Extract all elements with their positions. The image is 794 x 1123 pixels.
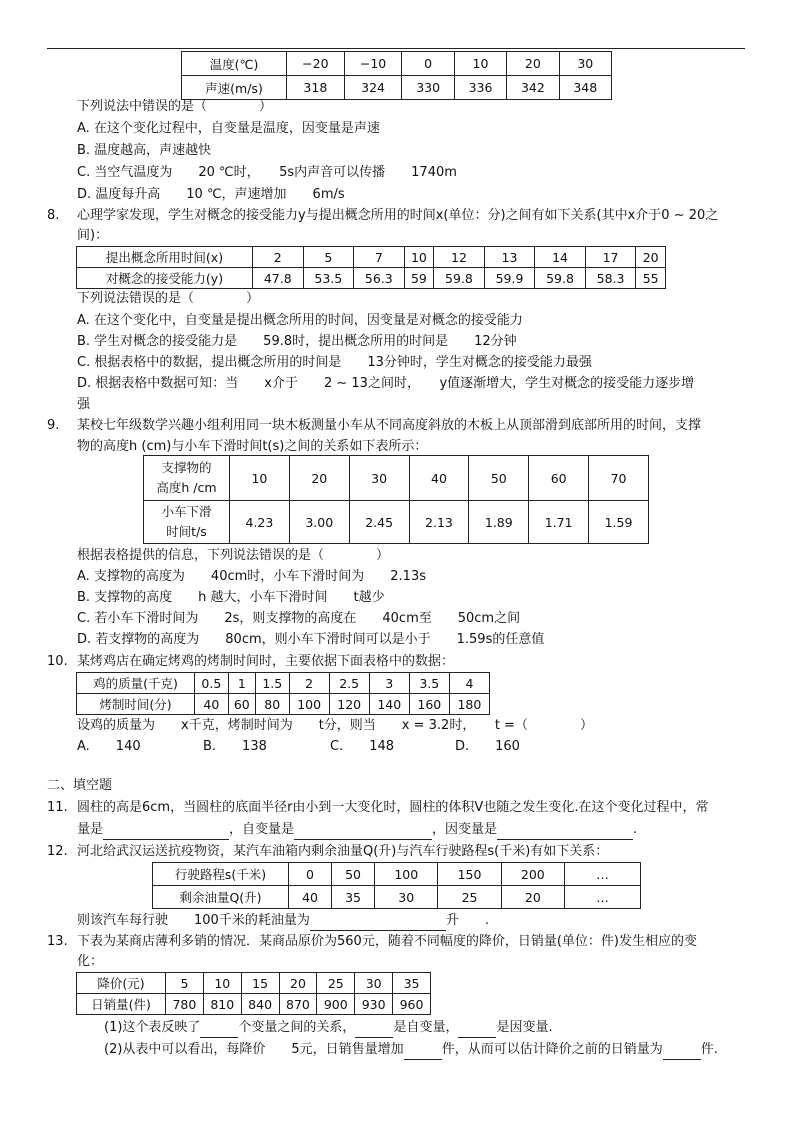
table-cell: 2 (253, 247, 304, 268)
text-segment: 量是 (77, 822, 104, 837)
table-cell: 59.9 (484, 268, 535, 289)
cell-line: 支撑物的 (161, 460, 212, 475)
table-cell: 行驶路程s(千米) (153, 863, 289, 886)
table-cell: 0.5 (195, 673, 229, 694)
question-text: 下表为某商店薄利多销的情况．某商品原价为560元，随着不同幅度的降价，日销量(单位：件)发生相应的变 (77, 934, 697, 949)
table-cell: 5 (303, 247, 354, 268)
table-cell: 对概念的接受能力(y) (77, 268, 253, 289)
table-cell: 100 (289, 694, 329, 715)
table-cell: 40 (409, 456, 469, 501)
table-cell: 47.8 (253, 268, 304, 289)
table-cell: 59.8 (434, 268, 485, 289)
table-cell: 960 (393, 994, 431, 1015)
table-cell: 鸡的质量(千克) (77, 673, 195, 694)
option-a: A. 在这个变化过程中，自变量是温度，因变量是声速 (77, 121, 380, 136)
answer-blank[interactable] (497, 825, 633, 840)
answer-blank[interactable] (103, 825, 229, 840)
table-cell: 12 (434, 247, 485, 268)
cell-line: 时间t/s (166, 524, 207, 539)
chicken-roast-table (76, 672, 490, 715)
table-cell: 120 (329, 694, 369, 715)
table-cell: 10 (203, 973, 241, 994)
option-a: A. 支撑物的高度为 40cm时，小车下滑时间为 2.13s (77, 569, 427, 584)
table-cell: 30 (349, 456, 409, 501)
option-b: B. 138 (203, 739, 267, 754)
table-cell: 1.5 (255, 673, 289, 694)
option-d: D. 若支撑物的高度为 80cm，则小车下滑时间可以是小于 1.59s的任意值 (77, 632, 545, 647)
table-cell: 2 (289, 673, 329, 694)
table-cell: 2.13 (409, 501, 469, 544)
table-cell: 温度(℃) (182, 52, 287, 76)
question-text: 化： (77, 954, 104, 969)
fill-line (77, 911, 489, 931)
fill-line (104, 1018, 553, 1038)
table-cell: 1.71 (529, 501, 589, 544)
table-cell: 56.3 (354, 268, 405, 289)
answer-blank[interactable] (310, 916, 446, 931)
table-cell: 13 (484, 247, 535, 268)
table-cell: 200 (501, 863, 564, 886)
table-cell: 4 (449, 673, 489, 694)
cell-line: 高度h /cm (156, 480, 217, 495)
question-number: 8. (47, 208, 60, 223)
table-cell: 60 (228, 694, 255, 715)
price-sales-table (76, 972, 431, 1015)
table-cell: 930 (355, 994, 393, 1015)
table-cell: 15 (241, 973, 279, 994)
table-cell: −10 (344, 52, 402, 76)
table-cell: 59 (404, 268, 434, 289)
question-text: 某校七年级数学兴趣小组利用同一块木板测量小车从不同高度斜放的木板上从顶部滑到底部所用的时间，支撑 (77, 418, 702, 433)
header-rule (47, 48, 745, 49)
question-stem: 设鸡的质量为 x千克，烤制时间为 t分，则当 x = 3.2时， t =（ ） (77, 718, 593, 733)
table-cell: −20 (287, 52, 345, 76)
option-a: A. 在这个变化中，自变量是提出概念所用的时间，因变量是对概念的接受能力 (77, 313, 523, 328)
table-cell: 剩余油量Q(升) (153, 886, 289, 909)
text-segment: ，因变量是 (432, 822, 498, 837)
option-c: C. 当空气温度为 20 ℃时， 5s内声音可以传播 1740m (77, 165, 457, 180)
question-number: 12. (47, 844, 68, 859)
question-text: 圆柱的高是6cm，当圆柱的底面半径r由小到一大变化时，圆柱的体积V也随之发生变化.在这个变化过程中，常 (77, 800, 709, 815)
table-cell: … (565, 863, 641, 886)
text-segment: 是因变量. (496, 1020, 553, 1035)
answer-blank[interactable] (294, 825, 432, 840)
table-cell: 100 (375, 863, 438, 886)
table-cell: … (565, 886, 641, 909)
table-cell: 55 (636, 268, 666, 289)
table-cell: 180 (449, 694, 489, 715)
table-cell: 10 (404, 247, 434, 268)
option-c: C. 根据表格中的数据，提出概念所用的时间是 13分钟时，学生对概念的接受能力最强 (77, 355, 592, 370)
fuel-distance-table (152, 862, 641, 909)
answer-blank[interactable] (200, 1023, 238, 1038)
table-cell: 30 (355, 973, 393, 994)
text-segment: 升 . (445, 913, 489, 928)
table-cell: 318 (287, 76, 345, 100)
height-time-table (143, 455, 649, 544)
table-cell: 5 (166, 973, 204, 994)
table-cell: 3.5 (409, 673, 449, 694)
fill-line (104, 1040, 718, 1060)
table-cell: 0 (289, 863, 332, 886)
question-stem: 根据表格提供的信息，下列说法错误的是（ ） (77, 548, 390, 563)
text-segment: (1)这个表反映了 (104, 1020, 201, 1035)
section-title: 二、填空题 (47, 778, 113, 793)
table-cell: 30 (375, 886, 438, 909)
option-d: D. 根据表格中数据可知：当 x介于 2 ∼ 13之间时， y值逐渐增大，学生对概念的接受能力逐步增 (77, 376, 695, 391)
table-cell: 140 (369, 694, 409, 715)
concept-time-table (76, 246, 666, 289)
table-cell: 17 (585, 247, 636, 268)
table-cell: 58.3 (585, 268, 636, 289)
table-header-cell (144, 501, 230, 544)
fill-line (77, 820, 637, 840)
table-cell: 1.89 (469, 501, 529, 544)
cell-line: 小车下滑 (161, 504, 212, 519)
table-cell: 7 (354, 247, 405, 268)
table-cell: 日销量(件) (77, 994, 166, 1015)
table-cell: 20 (636, 247, 666, 268)
table-header-cell (144, 456, 230, 501)
table-cell: 1 (228, 673, 255, 694)
text-segment: 件. (700, 1042, 718, 1057)
option-b: B. 温度越高，声速越快 (77, 143, 212, 158)
table-cell: 14 (535, 247, 586, 268)
option-d: D. 160 (455, 739, 520, 754)
table-cell: 330 (402, 76, 454, 100)
table-cell: 20 (279, 973, 317, 994)
answer-blank[interactable] (355, 1023, 393, 1038)
table-cell: 2.45 (349, 501, 409, 544)
table-cell: 80 (255, 694, 289, 715)
option-b: B. 学生对概念的接受能力是 59.8时，提出概念所用的时间是 12分钟 (77, 334, 517, 349)
table-cell: 810 (203, 994, 241, 1015)
option-d: D. 温度每升高 10 ℃，声速增加 6m/s (77, 187, 345, 202)
table-cell: 840 (241, 994, 279, 1015)
table-cell: 348 (559, 76, 611, 100)
table-cell: 4.23 (230, 501, 290, 544)
question-text: 物的高度h (cm)与小车下滑时间t(s)之间的关系如下表所示： (77, 439, 428, 454)
question-number: 9. (47, 418, 60, 433)
table-cell: 20 (501, 886, 564, 909)
answer-blank[interactable] (404, 1045, 442, 1060)
table-cell: 870 (279, 994, 317, 1015)
table-cell: 30 (559, 52, 611, 76)
question-text: 河北给武汉运送抗疫物资，某汽车油箱内剩余油量Q(升)与汽车行驶路程s(千米)有如下关系： (77, 844, 609, 859)
table-cell: 70 (589, 456, 649, 501)
text-segment: 是自变量， (393, 1020, 459, 1035)
table-cell: 53.5 (303, 268, 354, 289)
question-stem: 下列说法中错误的是（ ） (77, 99, 273, 114)
option-b: B. 支撑物的高度 h 越大，小车下滑时间 t越少 (77, 590, 385, 605)
table-cell: 40 (289, 886, 332, 909)
option-d-continued: 强 (77, 397, 91, 412)
question-text: 心理学家发现，学生对概念的接受能力y与提出概念所用的时间x(单位：分)之间有如下关系(其中x介于0 ∼ 20之 (77, 208, 719, 223)
table-cell: 40 (195, 694, 229, 715)
table-cell: 35 (393, 973, 431, 994)
table-cell: 3.00 (289, 501, 349, 544)
answer-blank[interactable] (458, 1023, 496, 1038)
table-cell: 20 (507, 52, 559, 76)
option-c: C. 148 (330, 739, 395, 754)
text-segment: 个变量之间的关系， (238, 1020, 356, 1035)
option-c: C. 若小车下滑时间为 2s，则支撑物的高度在 40cm至 50cm之间 (77, 611, 521, 626)
option-a: A. 140 (77, 739, 141, 754)
question-number: 11. (47, 800, 68, 815)
table-cell: 0 (402, 52, 454, 76)
text-segment: 件，从而可以估计降价之前的日销量为 (441, 1042, 663, 1057)
table-cell: 10 (230, 456, 290, 501)
text-segment: . (633, 822, 638, 837)
table-cell: 900 (317, 994, 355, 1015)
table-cell: 烤制时间(分) (77, 694, 195, 715)
table-cell: 35 (332, 886, 375, 909)
table-cell: 20 (289, 456, 349, 501)
table-cell: 25 (317, 973, 355, 994)
table-cell: 50 (332, 863, 375, 886)
text-segment: 则该汽车每行驶 100千米的耗油量为 (77, 913, 310, 928)
table-cell: 160 (409, 694, 449, 715)
table-cell: 50 (469, 456, 529, 501)
table-cell: 780 (166, 994, 204, 1015)
table-cell: 324 (344, 76, 402, 100)
table-cell: 1.59 (589, 501, 649, 544)
question-stem: 下列说法错误的是（ ） (77, 291, 260, 306)
table-cell: 3 (369, 673, 409, 694)
question-text: 间)： (77, 228, 109, 243)
table-cell: 25 (438, 886, 501, 909)
question-number: 13. (47, 934, 68, 949)
table-cell: 提出概念所用时间(x) (77, 247, 253, 268)
question-number: 10. (47, 654, 68, 669)
table-cell: 60 (529, 456, 589, 501)
table-cell: 342 (507, 76, 559, 100)
answer-blank[interactable] (663, 1045, 701, 1060)
table-cell: 336 (454, 76, 506, 100)
text-segment: (2)从表中可以看出，每降价 5元，日销售量增加 (104, 1042, 404, 1057)
temperature-sound-table (181, 51, 612, 100)
table-cell: 10 (454, 52, 506, 76)
table-cell: 2.5 (329, 673, 369, 694)
table-cell: 150 (438, 863, 501, 886)
table-cell: 声速(m/s) (182, 76, 287, 100)
question-text: 某烤鸡店在确定烤鸡的烤制时间时，主要依据下面表格中的数据： (77, 654, 455, 669)
table-cell: 59.8 (535, 268, 586, 289)
text-segment: ，自变量是 (229, 822, 295, 837)
table-cell: 降价(元) (77, 973, 166, 994)
